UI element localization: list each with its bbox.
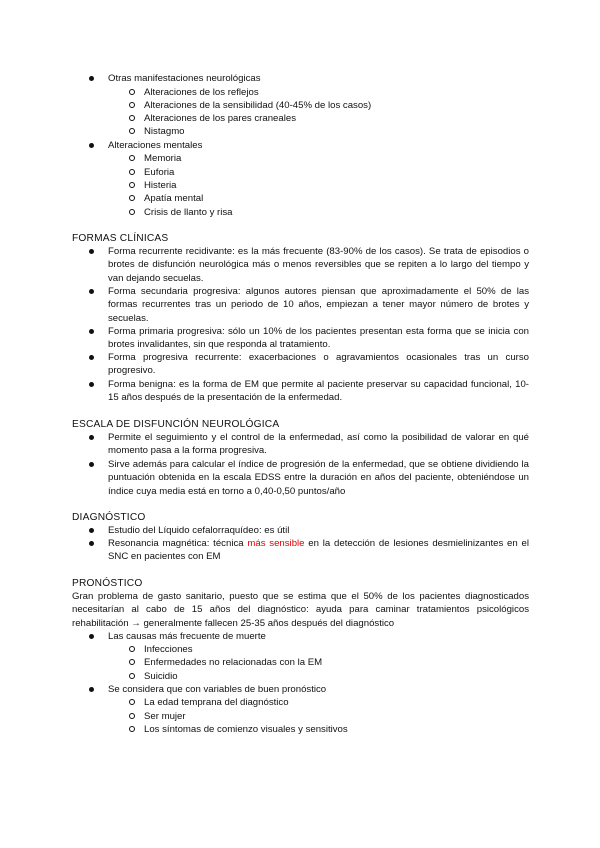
- sub-bullet: Infecciones: [144, 643, 524, 656]
- sub-bullet: Enfermedades no relacionadas con la EM: [144, 656, 524, 669]
- bullet-buen-pronostico: Se considera que con variables de buen pronóstico: [108, 683, 529, 696]
- sub-bullet: Nistagmo: [144, 125, 524, 138]
- pronostico-paragraph: Gran problema de gasto sanitario, puesto que se estima que el 50% de los pacientes diagnosticados necesitarían al cabo de 15 años del diagnóstico: ayuda para caminar tratamientos psicológicos rehabilitación → generalmente fallecen 25-35 años después del diagnóstico: [72, 591, 529, 629]
- bullet-escala-indice: Sirve además para calcular el índice de progresión de la enfermedad, que se obtiene dividiendo la puntuación obtenida en la escala EDSS entre la duración en años del paciente, obteniéndose un índice cuya media está en torno a 0,40-0,50 puntos/año: [108, 459, 529, 497]
- highlight-mas-sensible: más sensible: [247, 538, 305, 549]
- sub-bullet: Alteraciones de la sensibilidad (40-45% de los casos): [144, 99, 524, 112]
- sub-bullet: Memoria: [144, 152, 524, 165]
- bullet-forma-progresiva: Forma progresiva recurrente: exacerbaciones o agravamientos ocasionales tras un curso progresivo.: [108, 352, 529, 377]
- bullet-forma-recurrente: Forma recurrente recidivante: es la más frecuente (83-90% de los casos). Se trata de episodios o brotes de disfunción neurológica más o menos reversibles que se repiten a lo largo del tiempo y van dejando secuelas.: [108, 246, 529, 284]
- sub-bullet: Ser mujer: [144, 710, 524, 723]
- sub-bullet: Crisis de llanto y risa: [144, 206, 524, 219]
- section-heading-diagnostico: DIAGNÓSTICO: [72, 512, 146, 523]
- sub-bullet: Alteraciones de los reflejos: [144, 86, 524, 99]
- sub-bullet: Apatía mental: [144, 192, 524, 205]
- sub-bullet: Alteraciones de los pares craneales: [144, 112, 524, 125]
- bullet-alteraciones-mentales: Alteraciones mentales: [108, 139, 529, 152]
- bullet-liquido-cefalorraquideo: Estudio del Líquido cefalorraquídeo: es útil: [108, 524, 529, 537]
- sub-bullet: Suicidio: [144, 670, 524, 683]
- bullet-otras-manifestaciones: Otras manifestaciones neurológicas: [108, 72, 529, 85]
- section-heading-escala: ESCALA DE DISFUNCIÓN NEUROLÓGICA: [72, 419, 280, 430]
- bullet-forma-primaria: Forma primaria progresiva: sólo un 10% de los pacientes presentan esta forma que se inicia con brotes invalidantes, sin que responda al tratamiento.: [108, 326, 529, 351]
- bullet-forma-benigna: Forma benigna: es la forma de EM que permite al paciente preservar su capacidad funcional, 10-15 años después de la presentación de la enfermedad.: [108, 379, 529, 404]
- sub-bullet: Histeria: [144, 179, 524, 192]
- section-heading-formas: FORMAS CLÍNICAS: [72, 233, 169, 244]
- section-heading-pronostico: PRONÓSTICO: [72, 578, 143, 589]
- bullet-causas-muerte: Las causas más frecuente de muerte: [108, 630, 529, 643]
- resonancia-text-a: Resonancia magnética: técnica: [108, 538, 248, 549]
- bullet-forma-secundaria: Forma secundaria progresiva: algunos autores piensan que aproximadamente el 50% de las formas recurrentes tras un periodo de 10 años, empiezan a tener mayor número de brotes y secuelas.: [108, 286, 529, 324]
- bullet-escala-seguimiento: Permite el seguimiento y el control de la enfermedad, así como la posibilidad de valorar en qué momento pasa a la forma progresiva.: [108, 432, 529, 457]
- sub-bullet: Los síntomas de comienzo visuales y sensitivos: [144, 723, 524, 736]
- sub-bullet: La edad temprana del diagnóstico: [144, 696, 524, 709]
- sub-bullet: Euforia: [144, 166, 524, 179]
- bullet-resonancia-magnetica: [108, 537, 529, 564]
- resonancia-text-b: en la detección de lesiones desmielinizantes en el SNC en pacientes con EM: [108, 538, 529, 563]
